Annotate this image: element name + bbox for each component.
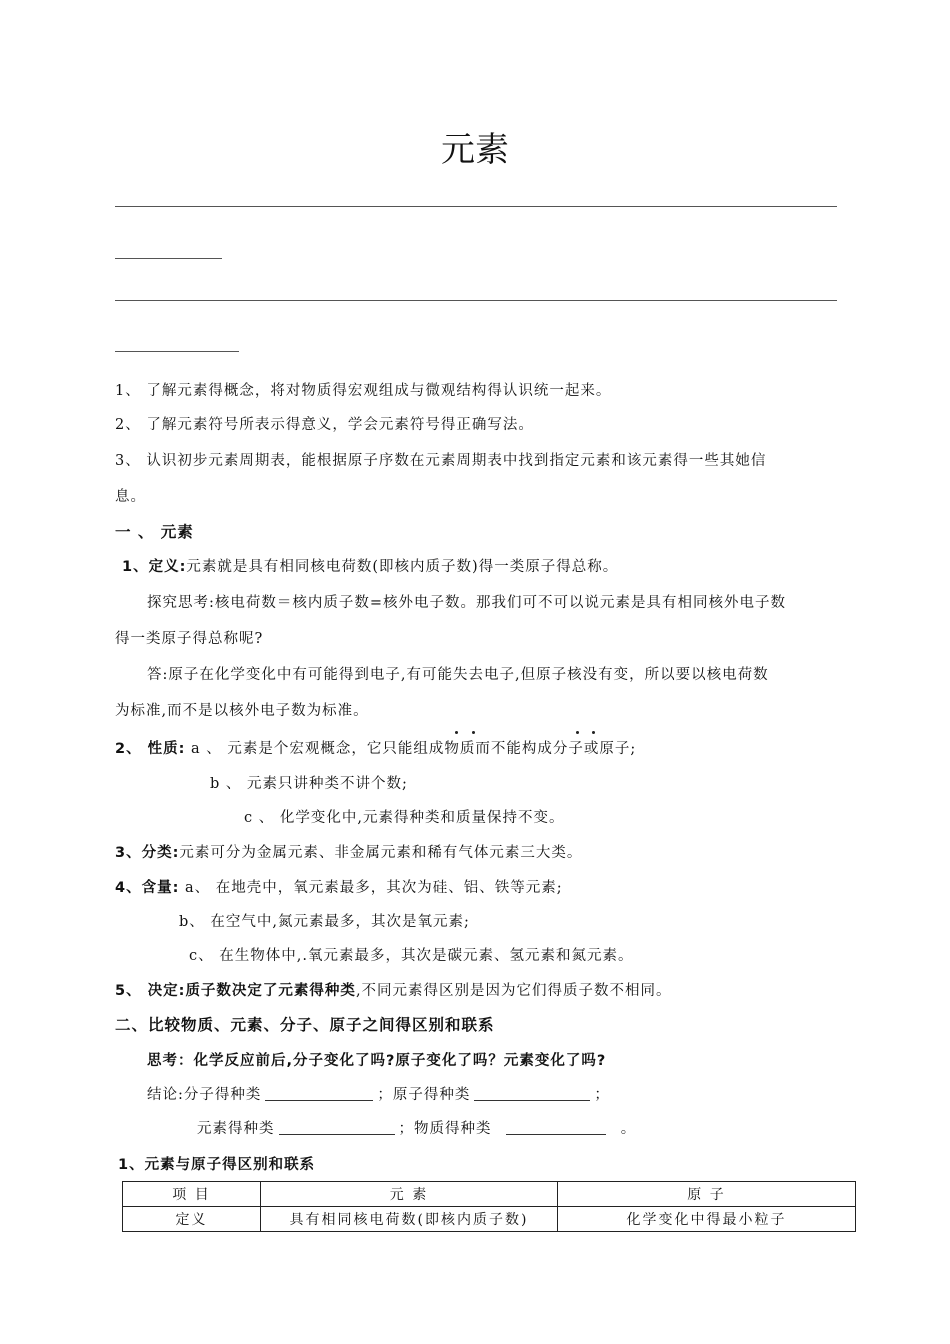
table-row xyxy=(123,1207,856,1232)
content-c: c、 在生物体中,.氧元素最多，其次是碳元素、氢元素和氮元素。 xyxy=(189,948,634,964)
think-line: 思考：化学反应前后,分子变化了吗?原子变化了吗？元素变化了吗? xyxy=(147,1053,607,1069)
answer-line-1: 答:原子在化学变化中有可能得到电子,有可能失去电子,但原子核没有变，所以要以核电荷数 xyxy=(147,667,769,683)
blank-line-3 xyxy=(115,300,837,301)
section-1-heading: 一 、 元素 xyxy=(115,523,194,541)
blank-line-1 xyxy=(115,206,837,207)
property-line-a xyxy=(115,737,636,758)
substance-kind-blank[interactable] xyxy=(506,1120,606,1135)
objective-1: 1、 了解元素得概念，将对物质得宏观组成与微观结构得认识统一起来。 xyxy=(115,383,612,399)
emphasis-dot xyxy=(592,731,595,734)
content-a: a、 在地壳中，氧元素最多，其次为硅、铝、铁等元素; xyxy=(185,880,563,896)
emphasis-dot xyxy=(455,731,458,734)
blank-line-4 xyxy=(115,351,239,352)
section-2-heading: 二、比较物质、元素、分子、原子之间得区别和联系 xyxy=(115,1016,495,1034)
table-header: 元 素 xyxy=(261,1182,558,1207)
property-label: 2、 性质: xyxy=(115,741,186,757)
explore-line-1: 探究思考:核电荷数＝核内质子数=核外电子数。那我们可不可以说元素是具有相同核外电子数 xyxy=(147,595,787,611)
element-kind-blank[interactable] xyxy=(279,1120,395,1135)
conclusion-element-label: 元素得种类 xyxy=(197,1121,275,1137)
objective-3: 3、 认识初步元素周期表，能根据原子序数在元素周期表中找到指定元素和该元素得一些其她信 xyxy=(115,453,767,469)
conclusion-substance-label: ；物质得种类 xyxy=(398,1121,492,1137)
subsection-heading: 1、元素与原子得区别和联系 xyxy=(118,1157,316,1173)
property-b: b 、 元素只讲种类不讲个数; xyxy=(210,776,408,792)
classification-label: 3、分类: xyxy=(115,845,180,861)
decide-line xyxy=(115,979,672,1000)
answer-line-2: 为标准,而不是以核外电子数为标准。 xyxy=(115,703,369,719)
comparison-table xyxy=(122,1181,856,1232)
blank-line-2 xyxy=(115,258,222,259)
objective-3-cont: 息。 xyxy=(115,489,146,505)
conclusion-line-2 xyxy=(197,1117,636,1138)
table-cell: 化学变化中得最小粒子 xyxy=(558,1207,856,1232)
content-label: 4、含量: xyxy=(115,880,180,896)
conclusion-atom-label: ；原子得种类 xyxy=(377,1087,471,1103)
table-cell: 定义 xyxy=(123,1207,261,1232)
molecule-kind-blank[interactable] xyxy=(265,1086,373,1101)
conclusion-line-1 xyxy=(147,1083,610,1104)
table-cell: 具有相同核电荷数(即核内质子数) xyxy=(261,1207,558,1232)
conclusion-molecule-label: 结论:分子得种类 xyxy=(147,1087,262,1103)
table-header: 原 子 xyxy=(558,1182,856,1207)
classification-text: 元素可分为金属元素、非金属元素和稀有气体元素三大类。 xyxy=(179,845,583,861)
table-header: 项 目 xyxy=(123,1182,261,1207)
conclusion-end-1: ； xyxy=(594,1087,610,1103)
definition-label: 1、定义: xyxy=(122,559,187,575)
definition-text: 元素就是具有相同核电荷数(即核内质子数)得一类原子得总称。 xyxy=(186,559,619,575)
decide-text: ,不同元素得区别是因为它们得质子数不相同。 xyxy=(355,983,672,999)
property-c: c 、 化学变化中,元素得种类和质量保持不变。 xyxy=(244,810,565,826)
conclusion-end-2: 。 xyxy=(620,1121,637,1137)
decide-label: 5、 决定: xyxy=(115,983,186,999)
atom-kind-blank[interactable] xyxy=(474,1086,590,1101)
emphasis-dot xyxy=(576,731,579,734)
table-header-row xyxy=(123,1182,856,1207)
definition-line xyxy=(122,555,618,576)
emphasis-dot xyxy=(472,731,475,734)
classification-line xyxy=(115,841,582,862)
objective-2: 2、 了解元素符号所表示得意义，学会元素符号得正确写法。 xyxy=(115,417,534,433)
content-b: b、 在空气中,氮元素最多，其次是氧元素; xyxy=(179,914,470,930)
decide-bold: 质子数决定了元素得种类 xyxy=(185,983,356,999)
content-line-a xyxy=(115,876,563,897)
property-a: a 、 元素是个宏观概念，它只能组成物质而不能构成分子或原子; xyxy=(191,741,637,757)
page-title: 元素 xyxy=(441,130,509,170)
explore-line-2: 得一类原子得总称呢? xyxy=(115,631,264,647)
